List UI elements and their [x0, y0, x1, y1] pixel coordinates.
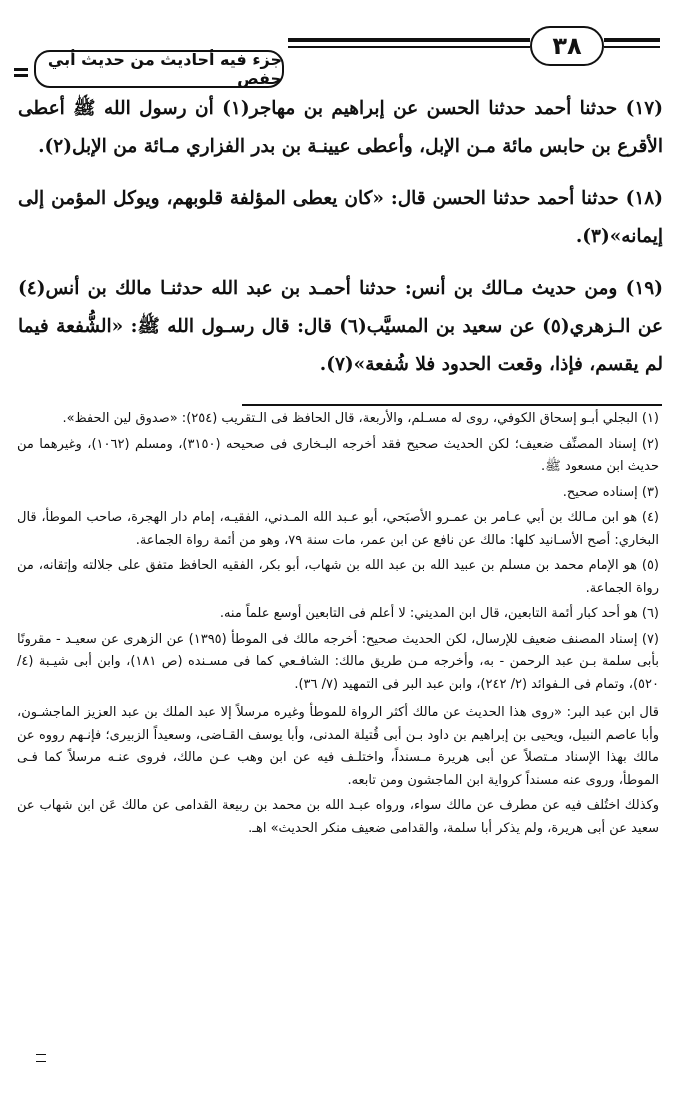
footnote-4: (٤) هو ابن مـالك بن أبي عـامر بن عمـرو الأصبَحي، أبو عـبد الله المـدني، الفقيـه، إمام دار الهجرة، صاحب الموطأ، قال البخاري: أصح الأسـانيد كلها: مالك عن نافع عن ابن عمر، مات سنة ٧٩، وهو من أئمة رواة الجماعة.	[17, 510, 659, 548]
header-rule	[604, 46, 660, 48]
hadith-19: (١٩) ومن حديث مـالك بن أنس: حدثنا أحمـد بن عبد الله حدثنـا مالك بن أنس(٤) عن الـزهري(٥) عن سعيد بن المسيَّب(٦) قال: قال رسـول الله ﷺ: «الشُّفعة فيما لم يقسم، فإذا، وقعت الحدود فلا شُفعة»(٧).	[18, 278, 663, 375]
footnote-2: (٢) إسناد المصنِّف ضعيف؛ لكن الحديث صحيح فقد أخرجه البـخارى فى صحيحه (٣١٥٠)، ومسلم (١٠٦٢)، وغيرهما من حديث ابن مسعود ﷺ.	[17, 436, 659, 474]
header-rule	[604, 38, 660, 42]
page-header	[8, 22, 660, 92]
footnote-7-quote: قال ابن عبد البر: «روى هذا الحديث عن مالك أكثر الرواة للموطأ وغيره مرسلاً إلا عبد الملك بن عبد العزيز الماجشـون، وأبا عاصم النبيل، ويحيى بن إبراهيم بن داود بـن أبى قُتيلة المدنى، وأبا يوسف القـاضى، وسعيداً الزبيرى؛ فإنـهم رووه عن مالك بهذا الإسناد مـتصلاً عن أبى هريرة مـسنداً، واختلـف فيه عن ابن وهب عـن مالك، فروى عنـه مرسلاً كما فـى الموطأ، وروى عنه مسنداً كرواية ابن الماجشون ومن تابعه.	[17, 705, 659, 788]
end-mark	[36, 1054, 46, 1062]
page-number: ٣٨	[530, 26, 604, 66]
footnote-7-quote-continued: وكذلك اختُلف فيه عن مطرف عن مالك سواء، ورواه عبـد الله بن محمد بن ربيعة القدامى عن مالك عَن ابن شهاب عن سعيد عن أبى هريرة، ولم يذكر أبا سلمة، والقدامى ضعيف منكر الحديث» اهـ.	[17, 798, 659, 836]
header-rule	[288, 38, 530, 42]
header-dash	[14, 68, 28, 71]
footnote-1: (١) البجلي أبـو إسحاق الكوفي، روى له مسـلم، والأربعة، قال الحافظ فى الـتقريب (٢٥٤): «صدوق لين الحفظ».	[62, 411, 659, 426]
hadith-18: (١٨) حدثنا أحمد حدثنا الحسن قال: «كان يعطى المؤلفة قلوبهم، ويوكل المؤمن إلى إيمانه»(٣).	[18, 188, 663, 247]
footnote-3: (٣) إسناده صحيح.	[562, 484, 659, 500]
header-dash	[14, 74, 28, 77]
footnotes	[17, 408, 659, 843]
footnote-separator	[242, 404, 662, 406]
running-title: جزء فيه أحاديث من حديث أبي حفص	[34, 50, 284, 88]
footnote-6: (٦) هو أحد كبار أئمة التابعين، قال ابن المديني: لا أعلم فى التابعين أوسع علماً منه.	[219, 606, 659, 621]
hadith-17: (١٧) حدثنا أحمد حدثنا الحسن عن إبراهيم بن مهاجر(١) أن رسول الله ﷺ أعطى الأقرع بن حابس مائة مـن الإبل، وأعطى عيينـة بن بدر الفزاري مـائة من الإبل(٢).	[18, 98, 663, 157]
footnote-7: (٧) إسناد المصنف ضعيف للإرسال، لكن الحديث صحيح: أخرجه مالك فى الموطأ (١٣٩٥) عن الزهرى عن سعيـد - مقرونًا بأبى سلمة بـن عبد الرحمن - به، وأخرجه مـن طريق مالك: الشافـعي كما فى مسـنده (ص ١٨١)، وابن أبى شيـبة (٤/ ٥٢٠)، وتمام فى الـفوائد (٢/ ٢٤٢)، وابن عبد البر فى التمهيد (٧/ ٣٦).	[17, 631, 659, 692]
footnote-5: (٥) هو الإمام محمد بن مسلم بن عبيد الله بن عبد الله بن شهاب، أبو بكر، الفقيه الحافظ متفق على جلالته وإتقانه، من رواة الجماعة.	[17, 558, 659, 596]
hadith-text	[18, 90, 663, 398]
header-rule	[288, 46, 530, 48]
